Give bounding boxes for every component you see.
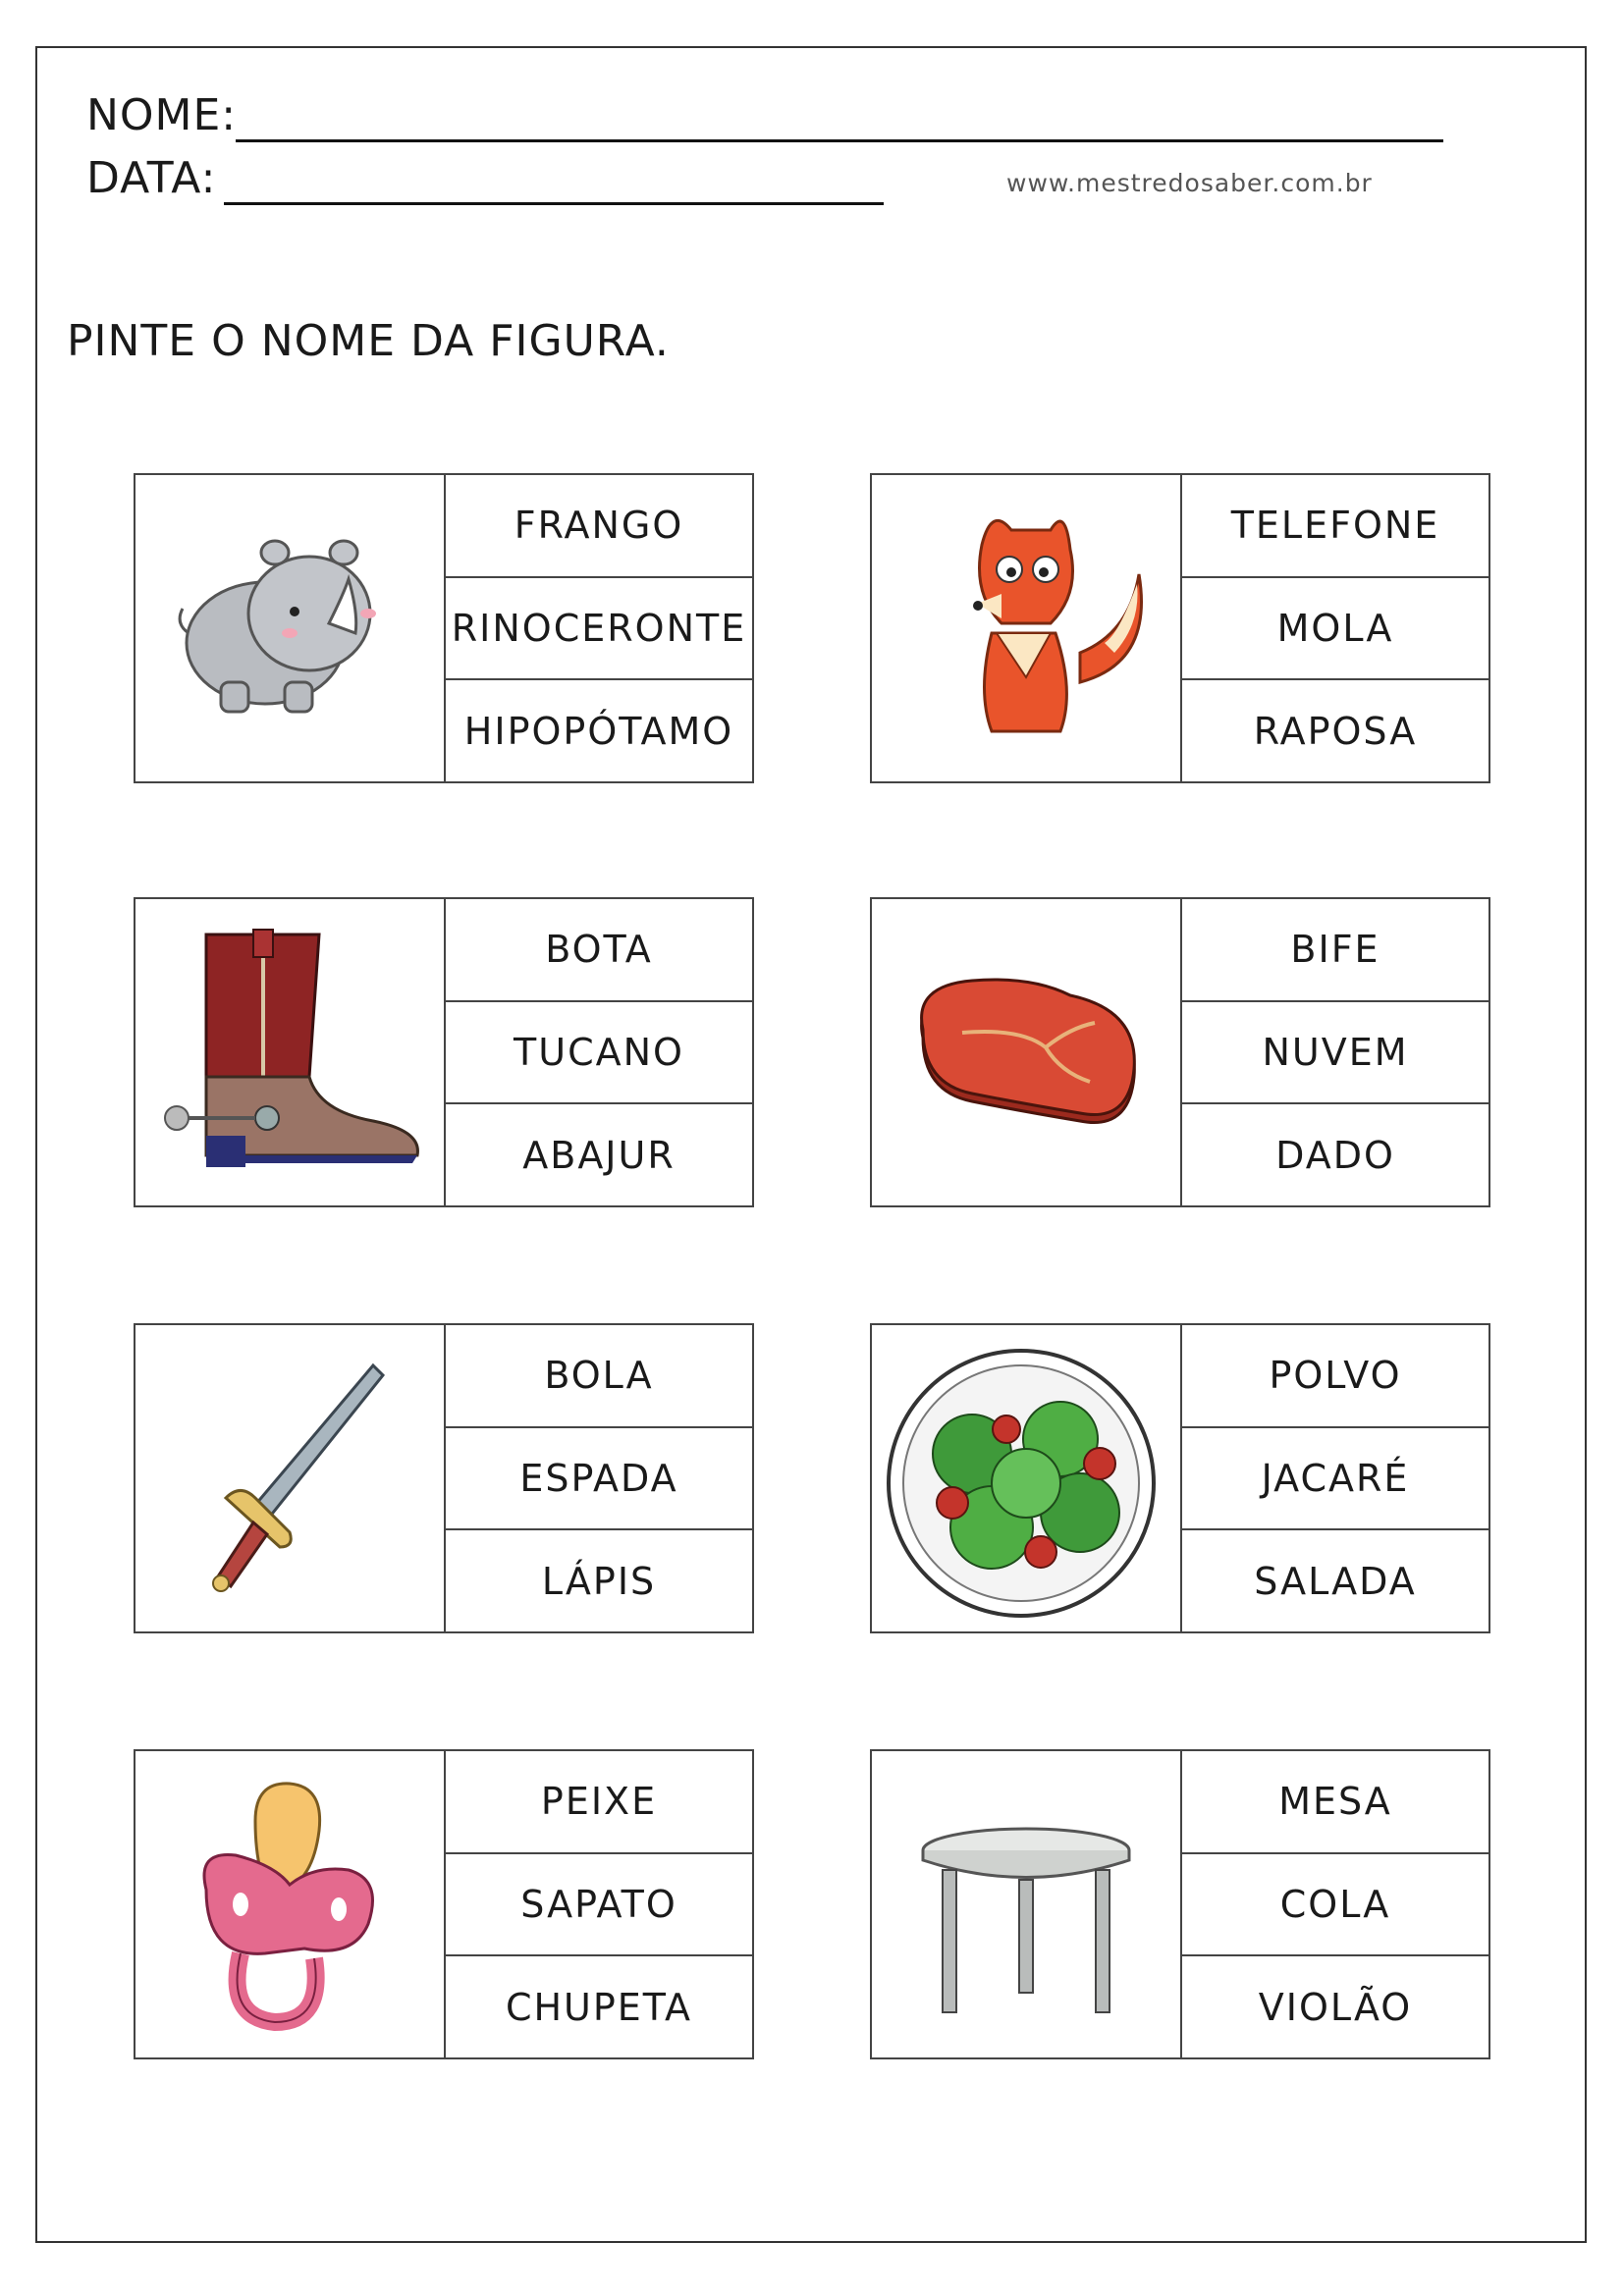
card-boot [134, 897, 754, 1207]
steak-icon [884, 910, 1168, 1195]
salad-icon [884, 1336, 1168, 1621]
name-line [236, 139, 1443, 142]
boot-icon [147, 910, 432, 1195]
rhino-picture [135, 475, 446, 781]
option-hipopotamo[interactable]: HIPOPÓTAMO [463, 709, 734, 753]
option-salada[interactable]: SALADA [1254, 1559, 1417, 1603]
option-jacare[interactable]: JACARÉ [1182, 1428, 1489, 1531]
option-telefone[interactable]: TELEFONE [1182, 475, 1489, 578]
option-sapato[interactable]: SAPATO [446, 1854, 752, 1957]
card-sword [134, 1323, 754, 1633]
option-peixe[interactable]: PEIXE [446, 1751, 752, 1854]
website-url: www.mestredosaber.com.br [1006, 169, 1373, 197]
fox-icon [884, 486, 1168, 771]
salad-picture [872, 1325, 1182, 1631]
option-frango[interactable]: FRANGO [446, 475, 752, 578]
table-icon [884, 1762, 1168, 2047]
option-mola[interactable]: MOLA [1182, 578, 1489, 681]
option-cola[interactable]: COLA [1182, 1854, 1489, 1957]
option-abajur[interactable]: ABAJUR [522, 1133, 676, 1177]
option-polvo[interactable]: POLVO [1182, 1325, 1489, 1428]
name-label: NOME: [86, 90, 238, 140]
sword-picture [135, 1325, 446, 1631]
option-mesa[interactable]: MESA [1182, 1751, 1489, 1854]
card-table [870, 1749, 1490, 2059]
card-rhino [134, 473, 754, 783]
option-violao[interactable]: VIOLÃO [1258, 1985, 1413, 2029]
fox-picture [872, 475, 1182, 781]
option-espada[interactable]: ESPADA [446, 1428, 752, 1531]
option-raposa[interactable]: RAPOSA [1253, 709, 1418, 753]
option-bife[interactable]: BIFE [1182, 899, 1489, 1002]
option-chupeta[interactable]: CHUPETA [505, 1985, 693, 2029]
option-bola[interactable]: BOLA [446, 1325, 752, 1428]
date-line [224, 202, 884, 205]
boot-picture [135, 899, 446, 1205]
card-salad [870, 1323, 1490, 1633]
name-field[interactable] [86, 90, 1363, 149]
option-rinoceronte[interactable]: RINOCERONTE [446, 578, 752, 681]
pacifier-picture [135, 1751, 446, 2057]
card-steak [870, 897, 1490, 1207]
option-nuvem[interactable]: NUVEM [1182, 1002, 1489, 1105]
card-pacifier [134, 1749, 754, 2059]
table-picture [872, 1751, 1182, 2057]
option-lapis[interactable]: LÁPIS [541, 1559, 657, 1603]
rhino-icon [147, 486, 432, 771]
card-fox [870, 473, 1490, 783]
option-bota[interactable]: BOTA [446, 899, 752, 1002]
instruction-text: PINTE O NOME DA FIGURA. [67, 316, 670, 366]
sword-icon [147, 1336, 432, 1621]
option-dado[interactable]: DADO [1275, 1133, 1395, 1177]
steak-picture [872, 899, 1182, 1205]
option-tucano[interactable]: TUCANO [446, 1002, 752, 1105]
date-label: DATA: [86, 153, 217, 203]
date-field[interactable] [86, 153, 892, 212]
pacifier-icon [147, 1762, 432, 2047]
